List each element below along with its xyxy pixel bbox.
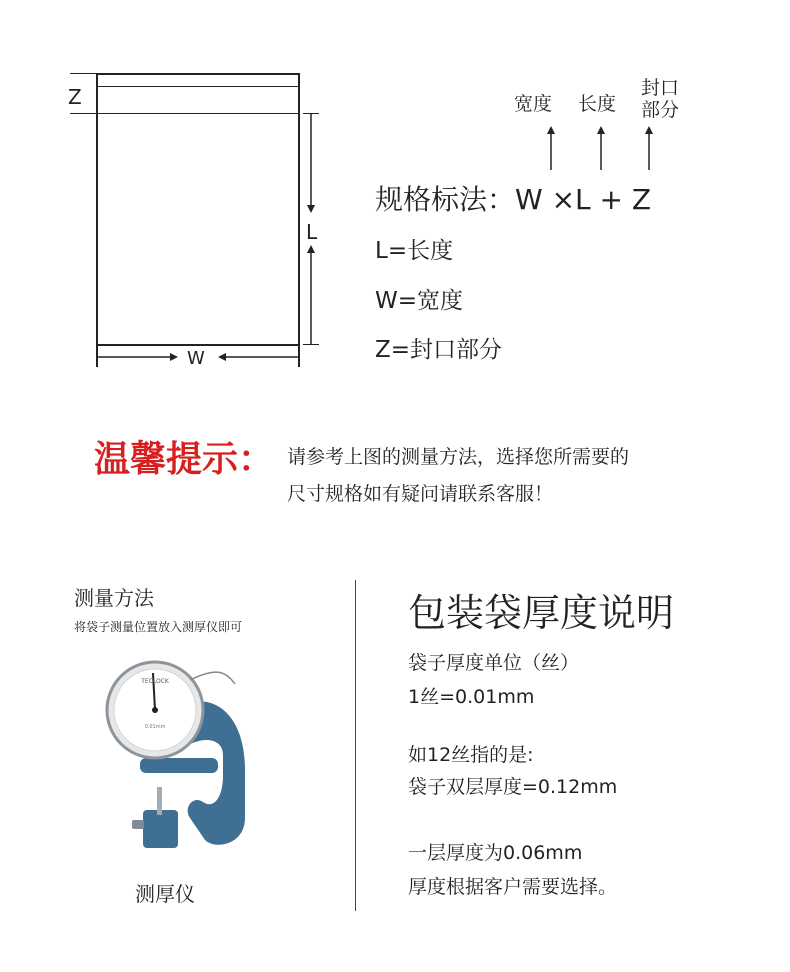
thickness-gauge-illustration [95,650,265,880]
seal-top-label-line2: 部分 [641,99,680,121]
rule-width: W=宽度 [375,288,464,314]
bag-bottom-edge [96,344,299,346]
seal-top-label-line1: 封口 [641,77,680,99]
measure-title: 测量方法 [74,586,154,610]
warm-tip-heading: 温馨提示： [94,439,275,480]
spec-arrows [540,124,660,172]
svg-text:0.01mm: 0.01mm [144,724,166,730]
rule-length: L=长度 [375,238,454,264]
bag-top-edge [96,73,299,75]
l-tick-top [303,113,319,114]
thickness-line-6: 厚度根据客户需要选择。 [408,876,618,898]
rule-seal: Z=封口部分 [375,337,503,363]
section-divider [355,580,356,911]
thickness-line-4: 袋子双层厚度=0.12mm [408,776,618,798]
z-label: Z [68,85,82,109]
z-tick-bottom [70,113,96,114]
warm-tip-line2: 尺寸规格如有疑问请联系客服！ [287,483,554,505]
thickness-title: 包装袋厚度说明 [408,591,675,635]
l-label: L [306,220,318,244]
bag-z-line [96,86,299,87]
svg-text:TECLOCK: TECLOCK [141,678,169,685]
device-label: 测厚仪 [135,882,195,906]
w-label: W [187,348,205,369]
width-top-label: 宽度 [514,93,553,115]
bag-seal-line [96,113,299,114]
thickness-line-5: 一层厚度为0.06mm [408,842,583,864]
l-tick-bottom [303,344,319,345]
measure-description: 将袋子测量位置放入测厚仪即可 [74,620,243,634]
thickness-line-1: 袋子厚度单位（丝） [408,652,580,674]
bag-left-edge [96,73,98,367]
z-tick-top [70,73,96,74]
spec-title: 规格标法：W ×L + Z [375,183,652,216]
length-top-label: 长度 [578,93,617,115]
thickness-line-2: 1丝=0.01mm [408,686,535,708]
warm-tip-line1: 请参考上图的测量方法，选择您所需要的 [287,446,630,468]
thickness-line-3: 如12丝指的是: [408,744,534,766]
